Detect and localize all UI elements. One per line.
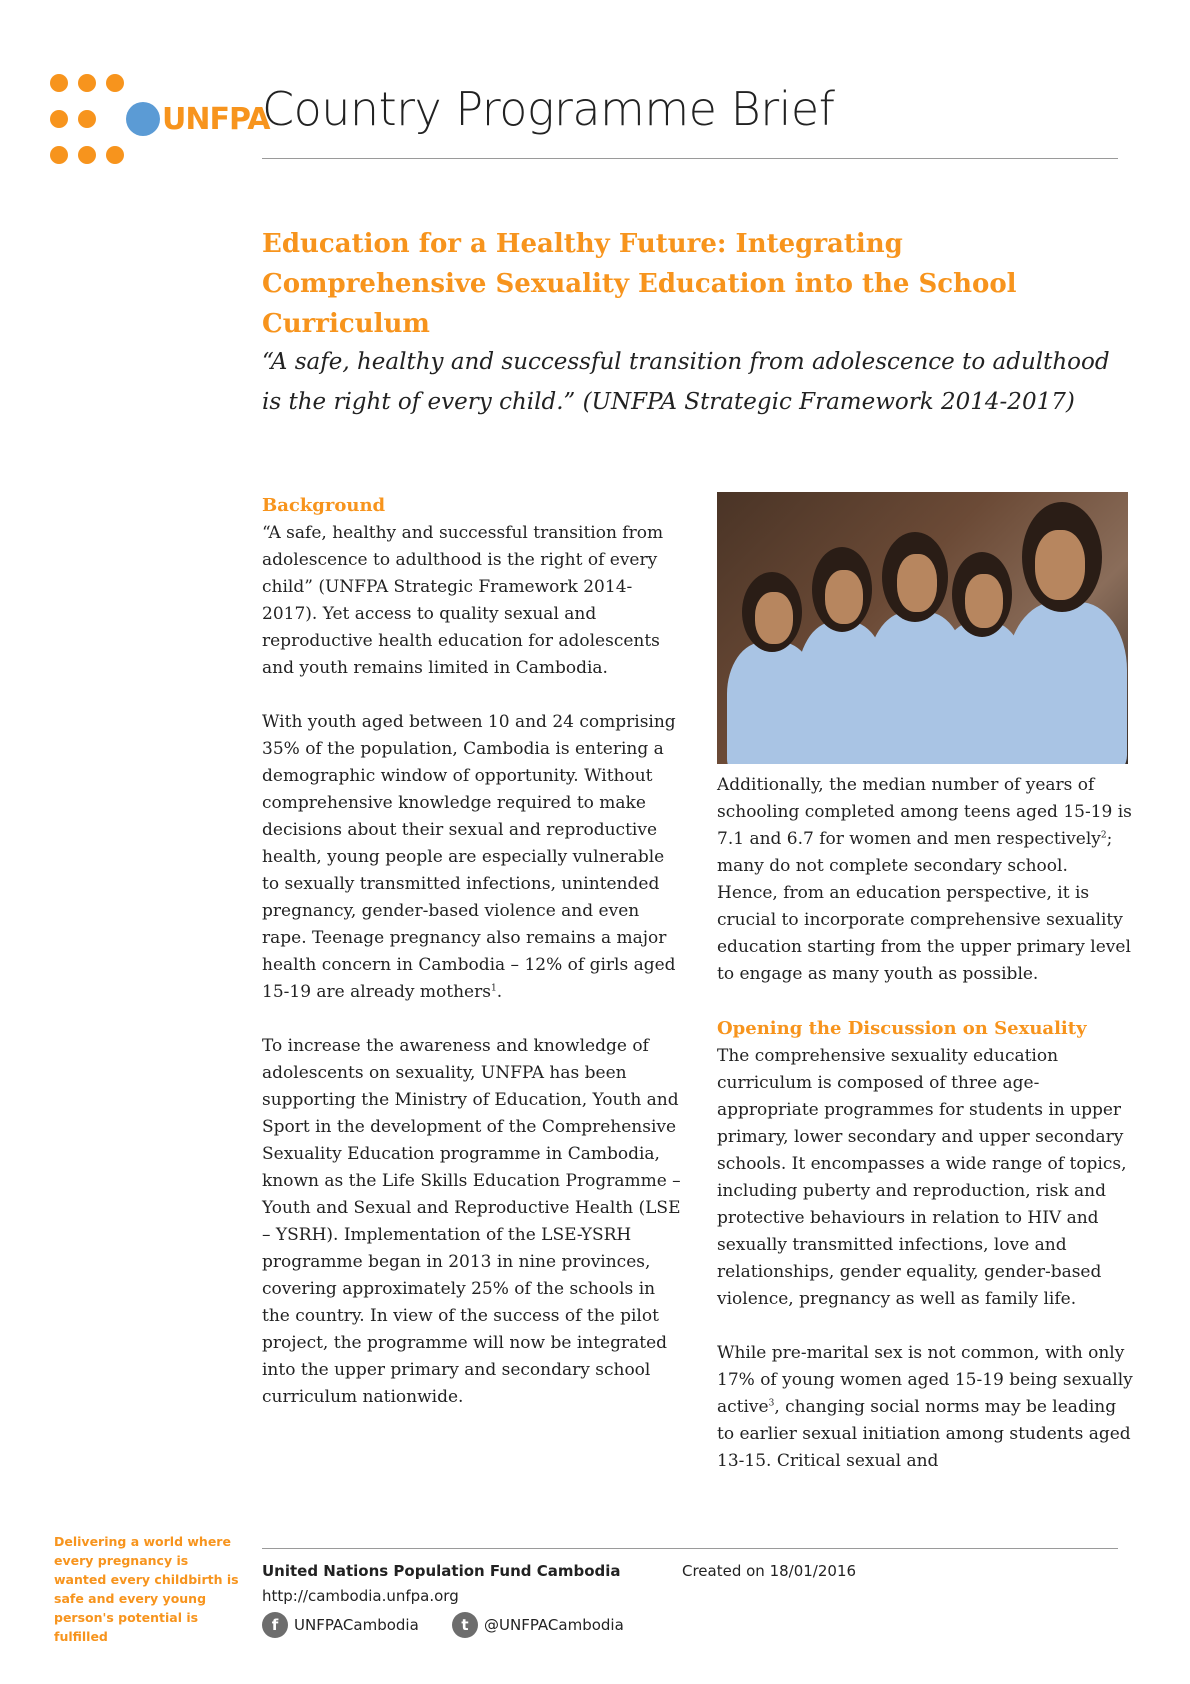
footer-url-link[interactable]: http://cambodia.unfpa.org	[262, 1587, 459, 1605]
logo-text: UNFPA	[162, 102, 270, 137]
twitter-icon: t	[452, 1612, 478, 1638]
unfpa-logo	[50, 74, 270, 164]
twitter-link[interactable]	[452, 1612, 624, 1638]
un-globe-icon	[126, 102, 160, 136]
created-date: Created on 18/01/2016	[682, 1562, 857, 1580]
header-divider	[262, 158, 1118, 159]
background-heading: Background	[262, 495, 386, 516]
schooling-paragraph: Additionally, the median number of years of schooling completed among teens aged 15-19 is 7.1 and 6.7 for women and men respectively$^2$; many do not complete secondary school. Hence, from an education perspective, it is crucial to incorporate comprehensive sexuality education starting from the upper primary level to engage as many youth as possible.	[717, 775, 1132, 984]
premarital-paragraph: While pre-marital sex is not common, with only 17% of young women aged 15-19 being sexually active$^3$, changing social norms may be leading to earlier sexual initiation among students aged 13-15. Critical sexual and	[717, 1343, 1133, 1471]
logo-dots-icon	[50, 74, 130, 164]
facebook-icon: f	[262, 1612, 288, 1638]
twitter-handle: @UNFPACambodia	[484, 1616, 624, 1634]
headline: Education for a Healthy Future: Integrating Comprehensive Sexuality Education into the School Curriculum	[262, 229, 1017, 339]
facebook-link[interactable]	[262, 1612, 419, 1638]
left-column	[262, 492, 682, 1438]
page-title: Country Programme Brief	[262, 82, 835, 136]
pull-quote: “A safe, healthy and successful transition from adolescence to adulthood is the right of every child.” (UNFPA Strategic Framework 2014-2017)	[262, 349, 1110, 415]
right-column	[717, 772, 1133, 1502]
background-paragraph-2: With youth aged between 10 and 24 comprising 35% of the population, Cambodia is entering a demographic window of opportunity. Without comprehensive knowledge required to make decisions about their sexual and reproductive health, young people are especially vulnerable to sexually transmitted infections, unintended pregnancy, gender-based violence and even rape. Teenage pregnancy also remains a major health concern in Cambodia – 12% of girls aged 15-19 are already mothers$^1$.	[262, 712, 676, 1002]
curriculum-paragraph: The comprehensive sexuality education curriculum is composed of three age-appropriate programmes for students in upper primary, lower secondary and upper secondary schools. It encompasses a wide range of topics, including puberty and reproduction, risk and protective behaviours in relation to HIV and sexually transmitted infections, love and relationships, gender equality, gender-based violence, pregnancy as well as family life.	[717, 1046, 1127, 1309]
background-paragraph-1: “A safe, healthy and successful transition from adolescence to adulthood is the right of every child” (UNFPA Strategic Framework 2014-2017). Yet access to quality sexual and reproductive health education for adolescents and youth remains limited in Cambodia.	[262, 523, 664, 678]
students-photo	[717, 492, 1128, 764]
footer-tagline: Delivering a world where every pregnancy is wanted every childbirth is safe and every young person's potential is fulfilled	[54, 1534, 239, 1644]
discussion-heading: Opening the Discussion on Sexuality	[717, 1018, 1087, 1039]
footer-divider	[262, 1548, 1118, 1549]
footer-org-name: United Nations Population Fund Cambodia	[262, 1562, 621, 1580]
facebook-handle: UNFPACambodia	[294, 1616, 419, 1634]
background-paragraph-3: To increase the awareness and knowledge of adolescents on sexuality, UNFPA has been supporting the Ministry of Education, Youth and Sport in the development of the Comprehensive Sexuality Education programme in Cambodia, known as the Life Skills Education Programme – Youth and Sexual and Reproductive Health (LSE – YSRH). Implementation of the LSE-YSRH programme began in 2013 in nine provinces, covering approximately 25% of the schools in the country. In view of the success of the pilot project, the programme will now be integrated into the upper primary and secondary school curriculum nationwide.	[262, 1036, 681, 1407]
